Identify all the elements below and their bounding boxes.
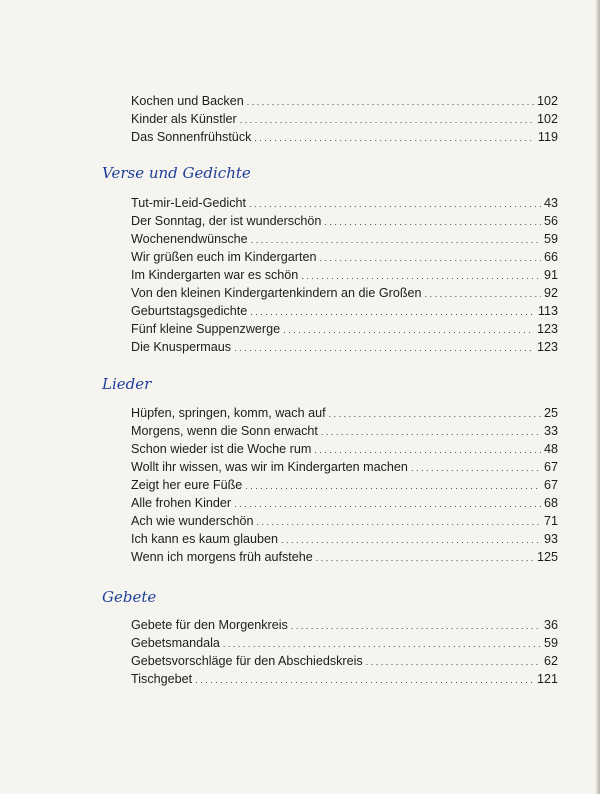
toc-entry <box>131 302 558 320</box>
entry-title: Wenn ich morgens früh aufstehe <box>131 550 313 564</box>
entry-page: 36 <box>543 618 558 632</box>
dot-leader <box>316 548 534 567</box>
entry-title: Fünf kleine Suppenzwerge <box>131 322 281 336</box>
toc-entry <box>131 494 558 512</box>
toc-entry <box>131 92 558 110</box>
entry-page: 123 <box>536 340 558 354</box>
entry-title: Ich kann es kaum glauben <box>131 532 279 546</box>
toc-entry <box>131 404 558 422</box>
toc-entry <box>131 266 558 284</box>
entry-page: 67 <box>543 460 558 474</box>
entry-page: 68 <box>543 496 558 510</box>
toc-entry <box>131 422 558 440</box>
toc-entry <box>131 634 558 652</box>
entry-title: Wir grüßen euch im Kindergarten <box>131 250 317 264</box>
entry-page: 121 <box>536 672 558 686</box>
toc-entry <box>131 230 558 248</box>
dot-leader <box>320 248 541 267</box>
entry-page: 123 <box>536 322 558 336</box>
dot-leader <box>301 266 541 285</box>
toc-entry <box>131 440 558 458</box>
entry-page: 102 <box>536 112 558 126</box>
entry-title: Gebete für den Morgenkreis <box>131 618 288 632</box>
entry-page: 102 <box>536 94 558 108</box>
entry-page: 91 <box>543 268 558 282</box>
dot-leader <box>234 494 541 513</box>
entry-title: Tischgebet <box>131 672 193 686</box>
entry-title: Hüpfen, springen, komm, wach auf <box>131 406 326 420</box>
entry-page: 113 <box>537 304 558 318</box>
entry-page: 48 <box>543 442 558 456</box>
dot-leader <box>425 284 541 303</box>
toc-entry <box>131 476 558 494</box>
entry-title: Im Kindergarten war es schön <box>131 268 299 282</box>
dot-leader <box>240 110 534 129</box>
dot-leader <box>281 530 541 549</box>
entry-title: Kochen und Backen <box>131 94 244 108</box>
entry-page: 56 <box>543 214 558 228</box>
dot-leader <box>257 512 541 531</box>
entry-title: Zeigt her eure Füße <box>131 478 243 492</box>
entry-title: Morgens, wenn die Sonn erwacht <box>131 424 318 438</box>
entry-title: Wollt ihr wissen, was wir im Kindergarten machen <box>131 460 408 474</box>
entry-title: Wochenendwünsche <box>131 232 248 246</box>
toc-entry <box>131 320 558 338</box>
toc-entry <box>131 284 558 302</box>
toc-entry <box>131 458 558 476</box>
entry-page: 71 <box>543 514 558 528</box>
dot-leader <box>234 338 534 357</box>
entry-page: 92 <box>543 286 558 300</box>
dot-leader <box>251 230 541 249</box>
toc-entry <box>131 530 558 548</box>
dot-leader <box>249 194 541 213</box>
entry-page: 119 <box>537 130 558 144</box>
dot-leader <box>195 670 534 689</box>
dot-leader <box>411 458 541 477</box>
entry-page: 93 <box>543 532 558 546</box>
toc-entry <box>131 548 558 566</box>
entry-title: Tut-mir-Leid-Gedicht <box>131 196 247 210</box>
entry-page: 25 <box>543 406 558 420</box>
entry-page: 43 <box>543 196 558 210</box>
dot-leader <box>250 302 535 321</box>
entry-title: Von den kleinen Kindergartenkindern an die Großen <box>131 286 422 300</box>
section-heading: Verse und Gedichte <box>102 164 251 182</box>
entry-title: Die Knuspermaus <box>131 340 232 354</box>
section-heading: Gebete <box>102 588 157 606</box>
toc-entry <box>131 110 558 128</box>
dot-leader <box>254 128 535 147</box>
dot-leader <box>324 212 541 231</box>
page-edge-shadow <box>596 0 600 794</box>
toc-entry <box>131 652 558 670</box>
entry-page: 125 <box>536 550 558 564</box>
dot-leader <box>247 92 534 111</box>
entry-page: 59 <box>543 636 558 650</box>
toc-entry <box>131 670 558 688</box>
toc-entry <box>131 194 558 212</box>
dot-leader <box>321 422 541 441</box>
toc-entry <box>131 248 558 266</box>
entry-page: 66 <box>543 250 558 264</box>
entry-title: Alle frohen Kinder <box>131 496 232 510</box>
entry-title: Kinder als Künstler <box>131 112 237 126</box>
dot-leader <box>245 476 541 495</box>
dot-leader <box>329 404 541 423</box>
entry-title: Der Sonntag, der ist wunderschön <box>131 214 322 228</box>
toc-entry <box>131 338 558 356</box>
entry-title: Geburtstagsgedichte <box>131 304 248 318</box>
entry-page: 62 <box>543 654 558 668</box>
dot-leader <box>291 616 541 635</box>
entry-page: 33 <box>543 424 558 438</box>
entry-title: Gebetsmandala <box>131 636 220 650</box>
dot-leader <box>223 634 541 653</box>
dot-leader <box>366 652 541 671</box>
toc-entry <box>131 512 558 530</box>
entry-page: 59 <box>543 232 558 246</box>
dot-leader <box>314 440 541 459</box>
dot-leader <box>283 320 534 339</box>
toc-entry <box>131 212 558 230</box>
section-heading: Lieder <box>102 375 152 393</box>
toc-entry <box>131 128 558 146</box>
entry-title: Ach wie wunderschön <box>131 514 254 528</box>
toc-entry <box>131 616 558 634</box>
entry-title: Schon wieder ist die Woche rum <box>131 442 312 456</box>
entry-page: 67 <box>543 478 558 492</box>
entry-title: Gebetsvorschläge für den Abschiedskreis <box>131 654 363 668</box>
entry-title: Das Sonnenfrühstück <box>131 130 252 144</box>
